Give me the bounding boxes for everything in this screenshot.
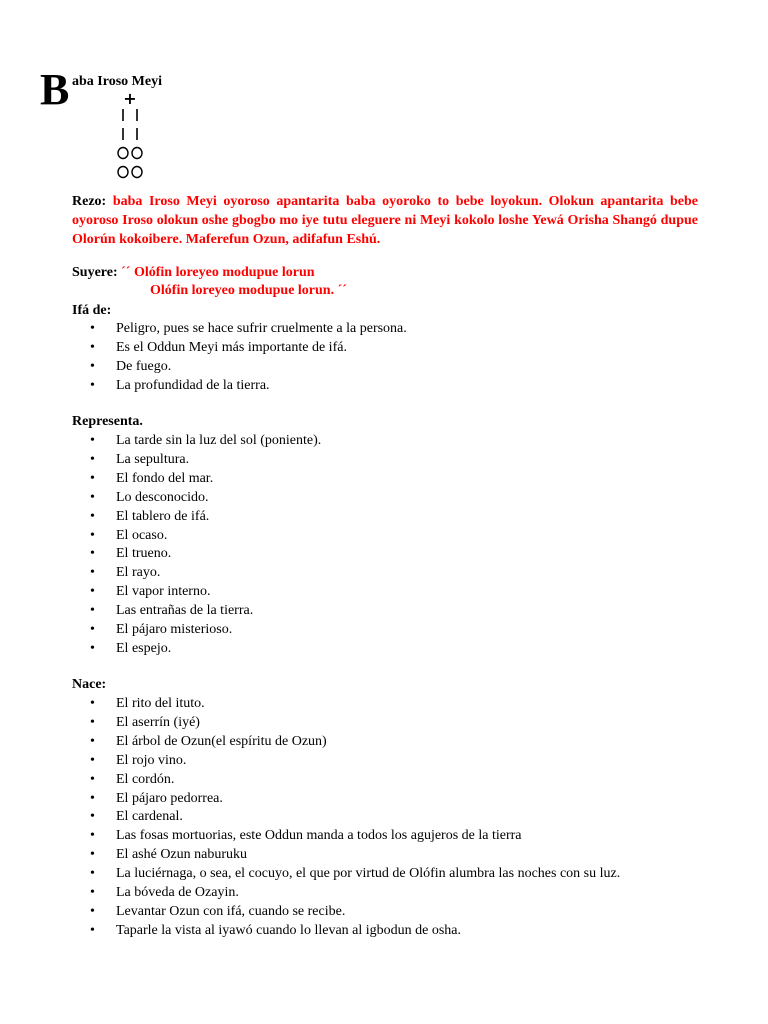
- odu-sign-figure: [112, 90, 152, 180]
- list-item: • La sepultura.: [72, 451, 321, 470]
- odu-sign-marker: +: [123, 90, 137, 108]
- list-item: • Es el Oddun Meyi más importante de ifá.: [72, 339, 407, 358]
- suyere-section: [72, 264, 347, 300]
- odu-mark-double: [132, 167, 142, 178]
- rezo-text: baba Iroso Meyi oyoroso apantarita baba oyoroko to bebe loyokun. Olokun apantarita bebe oyoroso Iroso olokun oshe gbogbo mo iye tutu eleguere ni Meyi kokolo loshe Yewá Orisha Shangó dupue Olorún kokoibere. Maferefun Ozun, adifafun Eshú.: [72, 194, 699, 247]
- rezo-paragraph: [72, 192, 698, 249]
- nace-list: [72, 695, 620, 941]
- list-item: • El rayo.: [72, 564, 321, 583]
- suyere-line-1: ´´ Olófin loreyeo modupue lorun: [121, 265, 315, 280]
- list-item: • El pájaro pedorrea.: [72, 790, 620, 809]
- list-item: • El vapor interno.: [72, 583, 321, 602]
- suyere-label: Suyere:: [72, 265, 118, 280]
- representa-list: [72, 432, 321, 659]
- list-item: • El aserrín (iyé): [72, 714, 620, 733]
- page-title: aba Iroso Meyi: [72, 74, 162, 89]
- list-item: • El árbol de Ozun(el espíritu de Ozun): [72, 733, 620, 752]
- list-item: • La profundidad de la tierra.: [72, 377, 407, 396]
- list-item: • Taparle la vista al iyawó cuando lo llevan al igbodun de osha.: [72, 922, 620, 941]
- list-item: • El rito del ituto.: [72, 695, 620, 714]
- list-item: • El rojo vino.: [72, 752, 620, 771]
- list-item: • Peligro, pues se hace sufrir cruelmente a la persona.: [72, 320, 407, 339]
- nace-heading: Nace:: [72, 677, 107, 692]
- list-item: • Las fosas mortuorias, este Oddun manda a todos los agujeros de la tierra: [72, 827, 620, 846]
- odu-sign-marks: [118, 109, 142, 178]
- list-item: • El trueno.: [72, 545, 321, 564]
- list-item: • El ashé Ozun naburuku: [72, 846, 620, 865]
- odu-mark-double: [118, 148, 128, 159]
- list-item: • El cordón.: [72, 771, 620, 790]
- list-item: • El pájaro misterioso.: [72, 621, 321, 640]
- list-item: • La tarde sin la luz del sol (poniente).: [72, 432, 321, 451]
- list-item: • El ocaso.: [72, 527, 321, 546]
- ifa-de-heading: Ifá de:: [72, 303, 112, 318]
- list-item: • El fondo del mar.: [72, 470, 321, 489]
- ifa-de-list: [72, 320, 407, 396]
- odu-mark-double: [132, 148, 142, 159]
- list-item: • De fuego.: [72, 358, 407, 377]
- list-item: • La luciérnaga, o sea, el cocuyo, el que por virtud de Olófin alumbra las noches con su luz.: [72, 865, 620, 884]
- list-item: • Levantar Ozun con ifá, cuando se recibe.: [72, 903, 620, 922]
- odu-mark-double: [118, 167, 128, 178]
- title-dropcap: B: [40, 65, 70, 114]
- list-item: • El cardenal.: [72, 808, 620, 827]
- list-item: • Las entrañas de la tierra.: [72, 602, 321, 621]
- representa-heading: Representa.: [72, 414, 143, 429]
- list-item: • El tablero de ifá.: [72, 508, 321, 527]
- suyere-line-2: Olófin loreyeo modupue lorun. ´´: [150, 283, 347, 298]
- list-item: • El espejo.: [72, 640, 321, 659]
- list-item: • La bóveda de Ozayin.: [72, 884, 620, 903]
- list-item: • Lo desconocido.: [72, 489, 321, 508]
- rezo-label: Rezo:: [72, 194, 107, 209]
